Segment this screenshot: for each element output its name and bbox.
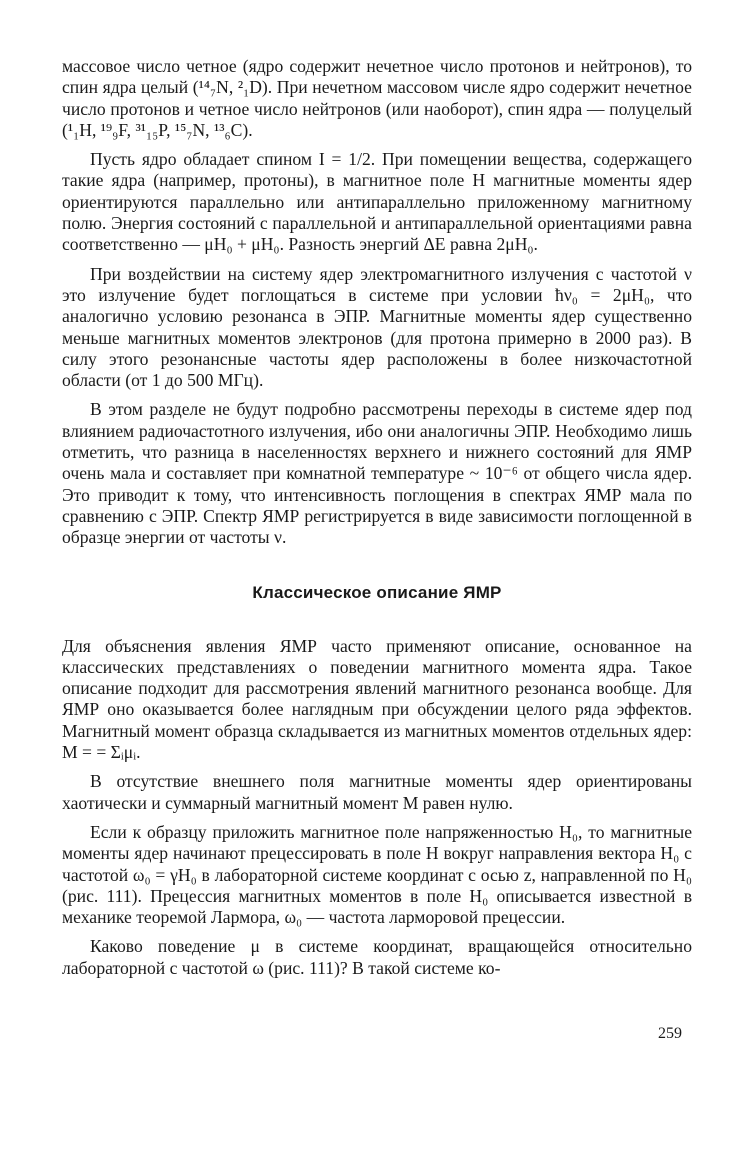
paragraph-larmor-precession: Если к образцу приложить магнитное поле напряженностью H₀, то магнитные моменты ядер начинают прецессировать в поле H вокруг направления вектора H₀ с частотой ω₀ = γH₀ в лабораторной системе координат с осью z, направленной по H₀ (рис. 111). Прецессия магнитных моментов в поле H₀ описывается известной в механике теоремой Лармора, ω₀ — частота ларморовой прецессии. — [62, 821, 692, 928]
paragraph-spin-parity: массовое число четное (ядро содержит нечетное число протонов и нейтронов), то спин ядра целый (¹⁴₇N, ²₁D). При нечетном массовом числе ядро содержит нечетное число протонов и четное число нейтронов (или наоборот), спин ядра — полуцелый (¹₁H, ¹⁹₉F, ³¹₁₅P, ¹⁵₇N, ¹³₆C). — [62, 56, 692, 140]
paragraph-rotating-frame: Каково поведение μ в системе координат, вращающейся относительно лабораторной с частотой ω (рис. 111)? В такой системе ко- — [62, 936, 692, 978]
paragraph-classical-description: Для объяснения явления ЯМР часто применяют описание, основанное на классических представлениях о поведении магнитного момента ядра. Такое описание подходит для рассмотрения явлений магнитного резонанса вообще. Для ЯМР оно оказывается более наглядным при обсуждении целого ряда эффектов. Магнитный момент образца складывается из магнитных моментов отдельных ядер: M = = Σᵢμᵢ. — [62, 635, 692, 763]
body-text-before-heading — [62, 56, 692, 549]
paragraph-no-external-field: В отсутствие внешнего поля магнитные моменты ядер ориентированы хаотически и суммарный магнитный момент M равен нулю. — [62, 771, 692, 813]
body-text-after-heading — [62, 636, 692, 979]
paragraph-spin-half: Пусть ядро обладает спином I = 1/2. При помещении вещества, содержащего такие ядра (например, протоны), в магнитное поле H магнитные моменты ядер ориентируются параллельно или антипараллельно приложенному магнитному полю. Энергия состояний с параллельной и антипараллельной ориентациями равна соответственно — μH₀ + μH₀. Разность энергий ΔE равна 2μH₀. — [62, 149, 692, 255]
paragraph-population-difference: В этом разделе не будут подробно рассмотрены переходы в системе ядер под влиянием радиочастотного излучения, ибо они аналогичны ЭПР. Необходимо лишь отметить, что разница в населенностях верхнего и нижнего состояний для ЯМР очень мала и составляет при комнатной температуре ~ 10⁻⁶ от общего числа ядер. Это приводит к тому, что интенсивность поглощения в спектрах ЯМР мала по сравнению с ЭПР. Спектр ЯМР регистрируется в виде зависимости поглощенной в образце энергии от частоты ν. — [62, 399, 692, 548]
section-heading: Классическое описание ЯМР — [252, 582, 502, 602]
paragraph-em-radiation: При воздействии на систему ядер электромагнитного излучения с частотой ν это излучение будет поглощаться в системе при условии ħν₀ = 2μH₀, что аналогично условию резонанса в ЭПР. Магнитные моменты ядер существенно меньше магнитных моментов электронов (для протона примерно в 2000 раз). В силу этого резонансные частоты ядер расположены в более низкочастотной области (от 1 до 500 МГц). — [62, 263, 692, 391]
page-number: 259 — [658, 1025, 682, 1042]
